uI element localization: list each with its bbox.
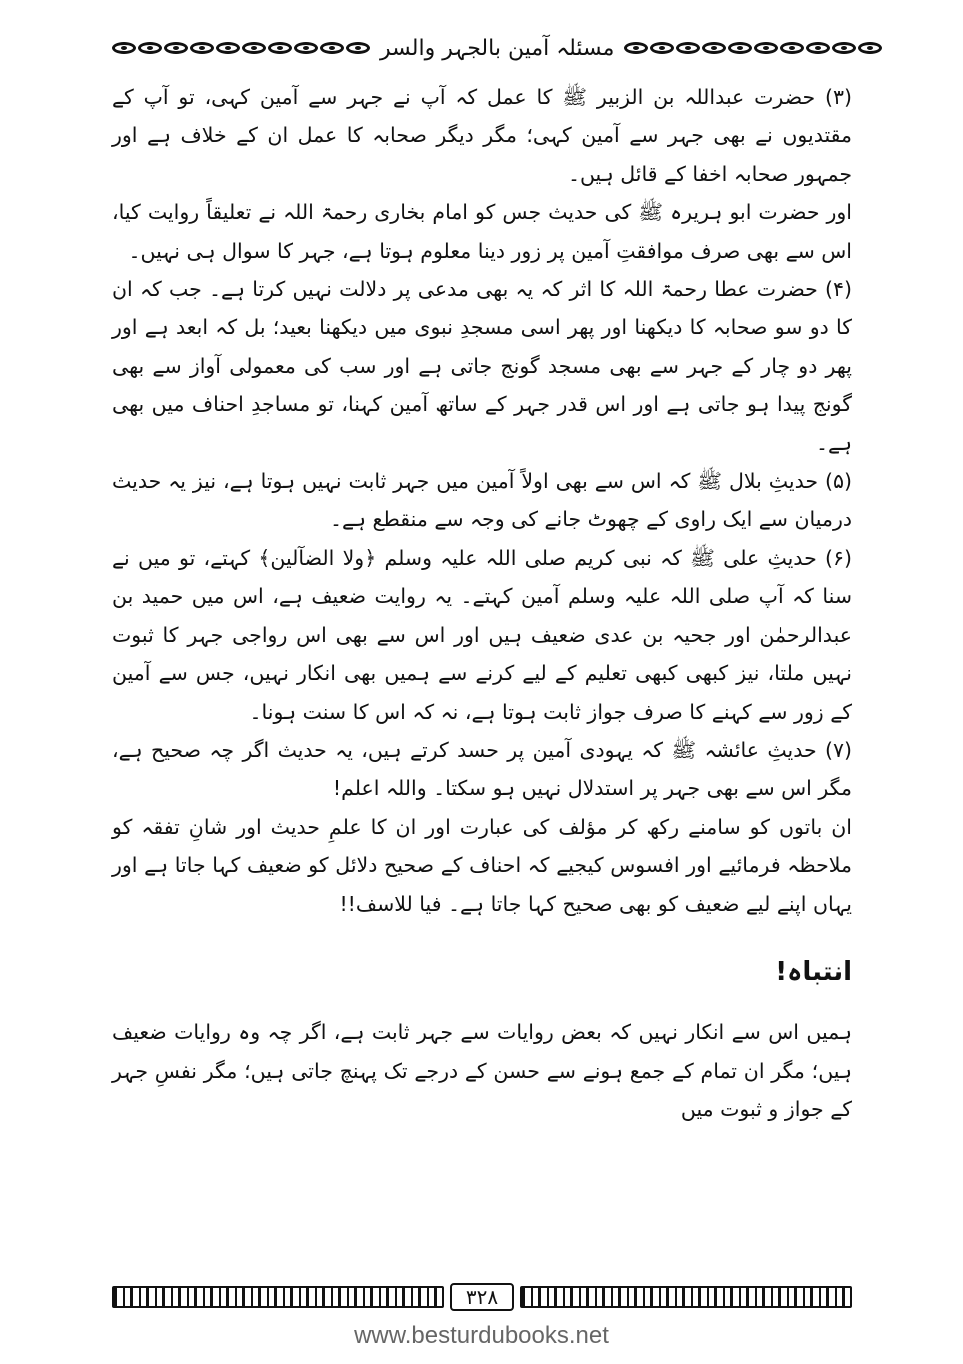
paragraph-6: (۶) حدیثِ علی ﷺ کہ نبی کریم صلی اللہ علیہ وسلم ﴿ولا الضآلین﴾ کہتے، تو میں نے سنا کہ آپ صلی اللہ علیہ وسلم آمین کہتے۔ یہ روایت ضعیف ہے، اس میں حمید بن عبدالرحمٰن اور جحیہ بن عدی ضعیف ہیں اور اس سے بھی اس رواجی جہر کا ثبوت نہیں ملتا، نیز کبھی کبھی تعلیم کے لیے کرنے سے ہمیں بھی انکار نہیں، جس سے آمین کے زور سے کہنے کا صرف جواز ثابت ہوتا ہے، نہ کہ اس کا سنت ہونا۔ — [112, 545, 852, 724]
header-ornament-right — [624, 42, 882, 54]
paragraph-conclusion: ان باتوں کو سامنے رکھ کر مؤلف کی عبارت اور ان کا علمِ حدیث اور شانِ تفقہ کو ملاحظہ فرمائیے اور افسوس کیجیے کہ احناف کے صحیح دلائل کو ضعیف کہا جاتا ہے اور یہاں اپنے لیے ضعیف کو بھی صحیح کہا جاتا ہے۔ فیا للاسف!! — [112, 814, 852, 916]
paragraph-3: (۳) حضرت عبداللہ بن الزبیر ﷺ کا عمل کہ آپ نے جہر سے آمین کہی، تو آپ کے مقتدیوں نے بھی جہر سے آمین کہی؛ مگر دیگر صحابہ کا عمل ان کے خلاف ہے اور جمہور صحابہ اخفا کے قائل ہیں۔ — [112, 85, 852, 186]
paragraph-4: (۴) حضرت عطا رحمۃ اللہ کا اثر کہ یہ بھی مدعی پر دلالت نہیں کرتا ہے۔ جب کہ ان کا دو سو صحابہ کا دیکھنا اور پھر اسی مسجدِ نبوی میں دیکھنا بعید؛ بل کہ ابعد ہے اور پھر دو چار کے جہر سے بھی مسجد گونج جاتی ہے اور سب کی معمولی آواز سے بھی گونج پیدا ہو جاتی ہے اور اس قدر جہر کے ساتھ آمین کہنا، تو مساجدِ احناف میں بھی ہے۔ — [112, 277, 852, 455]
page-body — [112, 78, 852, 1129]
paragraph-5: (۵) حدیثِ بلال ﷺ کہ اس سے بھی اولاً آمین میں جہر ثابت نہیں ہوتا ہے، نیز یہ حدیث درمیان سے ایک راوی کے چھوٹ جانے کی وجہ سے منقطع ہے۔ — [112, 469, 852, 532]
page-number: ۳۲۸ — [450, 1283, 514, 1311]
page-footer — [112, 1282, 852, 1312]
paragraph-7: (۷) حدیثِ عائشہ ﷺ کہ یہودی آمین پر حسد کرتے ہیں، یہ حدیث اگر چہ صحیح ہے، مگر اس سے بھی جہر پر استدلال نہیں ہو سکتا۔ واللہ اعلم! — [112, 737, 852, 801]
website-watermark: www.besturdubooks.net — [354, 1322, 609, 1349]
footer-ornament-right — [520, 1286, 852, 1308]
running-title: مسئلہ آمین بالجہر والسر — [380, 35, 615, 61]
footer-ornament-left — [112, 1286, 444, 1308]
section-heading: انتباہ! — [775, 956, 852, 987]
paragraph-closing: ہمیں اس سے انکار نہیں کہ بعض روایات سے جہر ثابت ہے، اگر چہ وہ روایات ضعیف ہیں؛ مگر ان تمام کے جمع ہونے سے حسن کے درجے تک پہنچ جاتی ہیں؛ مگر نفسِ جہر کے جواز و ثبوت میں — [112, 1020, 852, 1122]
header-ornament-left — [112, 42, 370, 54]
paragraph-abu-hurairah: اور حضرت ابو ہریرہ ﷺ کی حدیث جس کو امام بخاری رحمۃ اللہ نے تعلیقاً روایت کیا، اس سے بھی صرف موافقتِ آمین پر زور دینا معلوم ہوتا ہے، جہر کا سوال ہی نہیں۔ — [112, 200, 852, 263]
page-header — [112, 28, 852, 68]
